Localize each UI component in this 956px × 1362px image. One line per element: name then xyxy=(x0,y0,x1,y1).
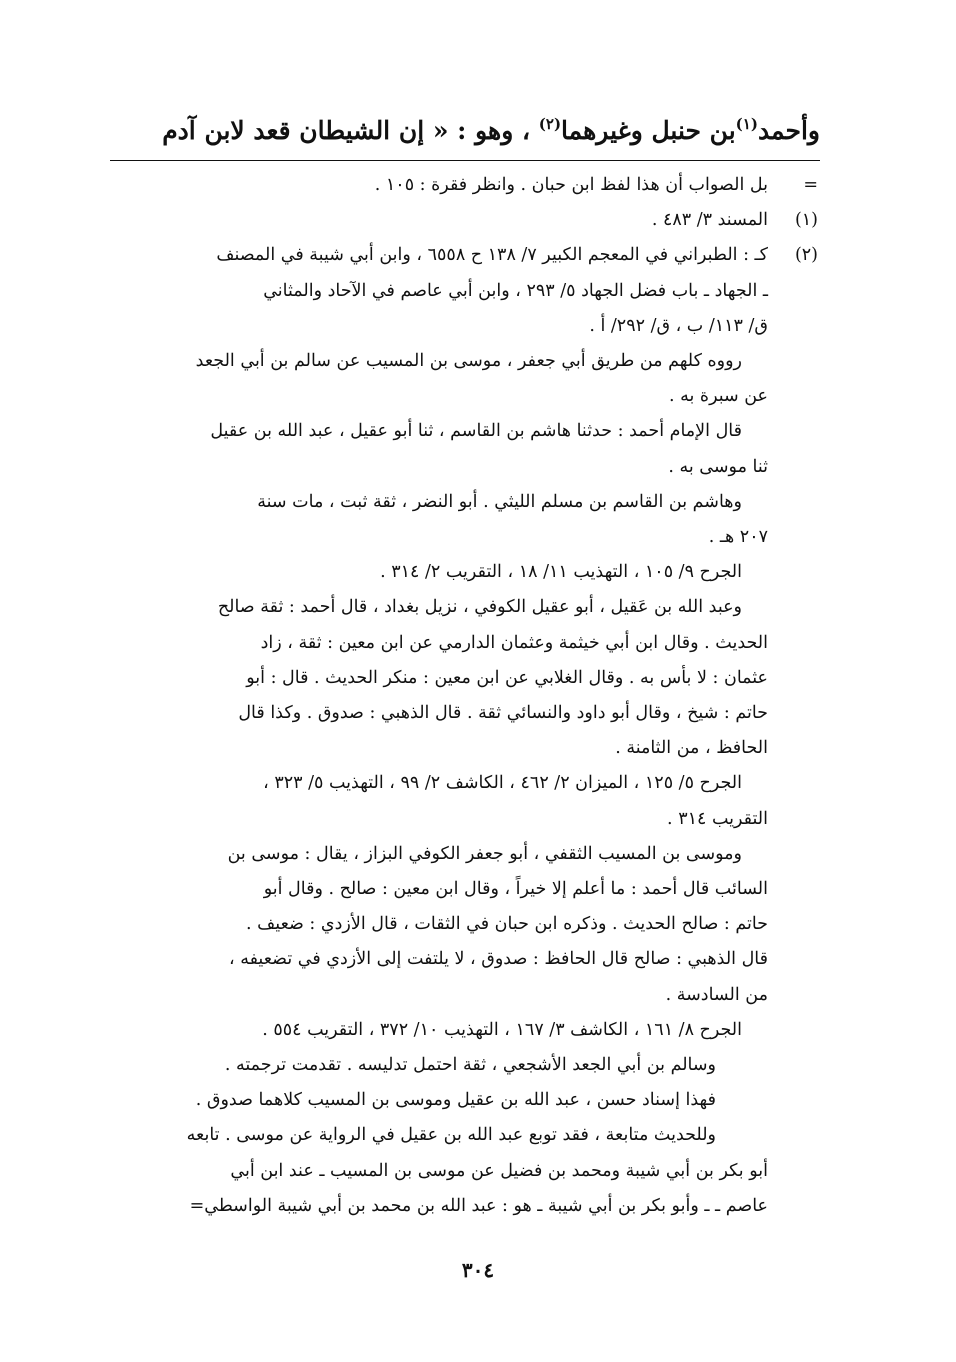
footnote-line: ـ الجهاد ـ باب فضل الجهاد ٥/ ٢٩٣ ، وابن أبي عاصم في الآحاد والمثاني xyxy=(263,280,768,301)
footnote-marker: (٢) xyxy=(794,245,818,266)
footnote-marker: (١) xyxy=(794,210,818,231)
paragraph-line: السائب قال أحمد : ما أعلم إلا خيراً ، وقال ابن معين : صالح . وقال أبو xyxy=(263,879,768,900)
paragraph-line: قال الإمام أحمد : حدثنا هاشم بن القاسم ، ثنا أبو عقيل ، عبد الله بن عقيل xyxy=(210,421,742,442)
main-text-part-3: ، وهو : « إن الشيطان قعد لابن آدم xyxy=(162,116,531,145)
page-number: ٣٠٤ xyxy=(461,1258,495,1282)
commentary-paragraph xyxy=(110,344,820,414)
paragraph-line: رووه كلهم من طريق أبي جعفر ، موسى بن المسيب عن سالم بن أبي الجعد xyxy=(195,351,742,372)
main-text-line xyxy=(100,104,820,151)
paragraph-line: عاصم ـ ـ وأبو بكر بن أبي شيبة ـ هو : عبد الله بن محمد بن أبي شيبة الواسطي= xyxy=(189,1195,768,1216)
footnote-line: المسند ٣/ ٤٨٣ . xyxy=(651,210,768,231)
paragraph-line: قال الذهبي : صالح قال الحافظ : صدوق ، لا يلتفت إلى الأزدي في تضعيفه ، xyxy=(228,949,768,970)
paragraph-line: عثمان : لا بأس به . وقال الغلابي عن ابن معين : منكر الحديث . قال : أبو xyxy=(246,667,768,688)
footnote-ref-2[interactable]: (٢) xyxy=(538,115,562,133)
paragraph-line: التقريب ٣١٤ . xyxy=(667,808,768,829)
footnote-line: بل الصواب أن هذا لفظ ابن حبان . وانظر فقرة : ١٠٥ . xyxy=(374,175,768,195)
paragraph-line: حاتم : شيخ ، وقال أبو داود والنسائي ثقة . قال الذهبي : صدوق . وكذا قال xyxy=(238,703,768,724)
footnote-line: ق/ ١١٣/ ب ، ق/ ٢٩٢/ أ . xyxy=(589,315,768,336)
main-text-part-2: بن حنبل وغيرهما xyxy=(561,116,736,145)
main-text-part-1: وأحمد xyxy=(757,116,820,145)
footnote-ref-1[interactable]: (١) xyxy=(735,115,758,133)
footnote xyxy=(110,238,820,344)
commentary-paragraph xyxy=(110,1118,820,1224)
commentary-paragraph xyxy=(110,837,820,1013)
footnote-separator xyxy=(110,160,820,161)
paragraph-line: الجرح ٨/ ١٦١ ، الكاشف ٣/ ١٦٧ ، التهذيب ١٠/ ٣٧٢ ، التقريب ٥٥٤ . xyxy=(262,1019,742,1040)
commentary-paragraph xyxy=(110,1083,820,1118)
paragraph-line: ثنا موسى به . xyxy=(668,456,768,477)
footnote xyxy=(110,168,820,203)
footnote-list xyxy=(110,168,820,344)
paragraph-line: وموسى بن المسيب الثقفي ، أبو جعفر الكوفي البزاز ، يقال : موسى بن xyxy=(227,843,742,864)
paragraph-line: وعبد الله بن عَقيل ، أبو عقيل الكوفي ، نزيل بغداد ، قال أحمد : ثقة صالح xyxy=(217,597,742,618)
footnotes-block xyxy=(110,168,820,1224)
commentary-paragraph xyxy=(110,590,820,766)
commentary-paragraph xyxy=(110,1013,820,1048)
commentary-paragraph xyxy=(110,1048,820,1083)
paragraph-line: وللحديث متابعة ، فقد توبع عبد الله بن عقيل في الرواية عن موسى . تابعه xyxy=(186,1125,716,1146)
paragraph-line: ٢٠٧ هـ . xyxy=(708,527,768,548)
commentary-paragraph xyxy=(110,555,820,590)
paragraph-line: فهذا إسناد حسن ، عبد الله بن عقيل وموسى بن المسيب كلاهما صدوق . xyxy=(195,1090,716,1111)
footnote-paragraphs xyxy=(110,344,820,1224)
commentary-paragraph xyxy=(110,414,820,484)
paragraph-line: الجرح ٩/ ١٠٥ ، التهذيب ١١/ ١٨ ، التقريب ٢/ ٣١٤ . xyxy=(380,562,742,583)
footnote xyxy=(110,203,820,238)
paragraph-line: الحافظ ، من الثامنة . xyxy=(615,738,768,759)
paragraph-line: الحديث . وقال ابن أبي خيثمة وعثمان الدارمي عن ابن معين : ثقة ، زاد xyxy=(260,632,768,653)
paragraph-line: وهاشم بن القاسم بن مسلم الليثي . أبو النضر ، ثقة ثبت ، مات سنة xyxy=(257,491,742,512)
commentary-paragraph xyxy=(110,485,820,555)
paragraph-line: حاتم : صالح الحديث . وذكره ابن حبان في الثقات ، قال الأزدي : ضعيف . xyxy=(246,914,768,935)
footnote-marker: = xyxy=(803,175,818,195)
paragraph-line: الجرح ٥/ ١٢٥ ، الميزان ٢/ ٤٦٢ ، الكاشف ٢/ ٩٩ ، التهذيب ٥/ ٣٢٣ ، xyxy=(263,773,742,794)
paragraph-line: من السادسة . xyxy=(665,984,768,1005)
paragraph-line: أبو بكر بن أبي شيبة ومحمد بن فضيل عن موسى بن المسيب ـ عند ابن أبي xyxy=(230,1160,768,1181)
paragraph-line: عن سبرة به . xyxy=(668,386,768,407)
footnote-line: كـ : الطبراني في المعجم الكبير ٧/ ١٣٨ ح ٦٥٥٨ ، وابن أبي شيبة في المصنف xyxy=(216,245,768,266)
paragraph-line: وسالم بن أبي الجعد الأشجعي ، ثقة احتمل تدليسه . تقدمت ترجمته . xyxy=(224,1055,716,1076)
commentary-paragraph xyxy=(110,766,820,836)
